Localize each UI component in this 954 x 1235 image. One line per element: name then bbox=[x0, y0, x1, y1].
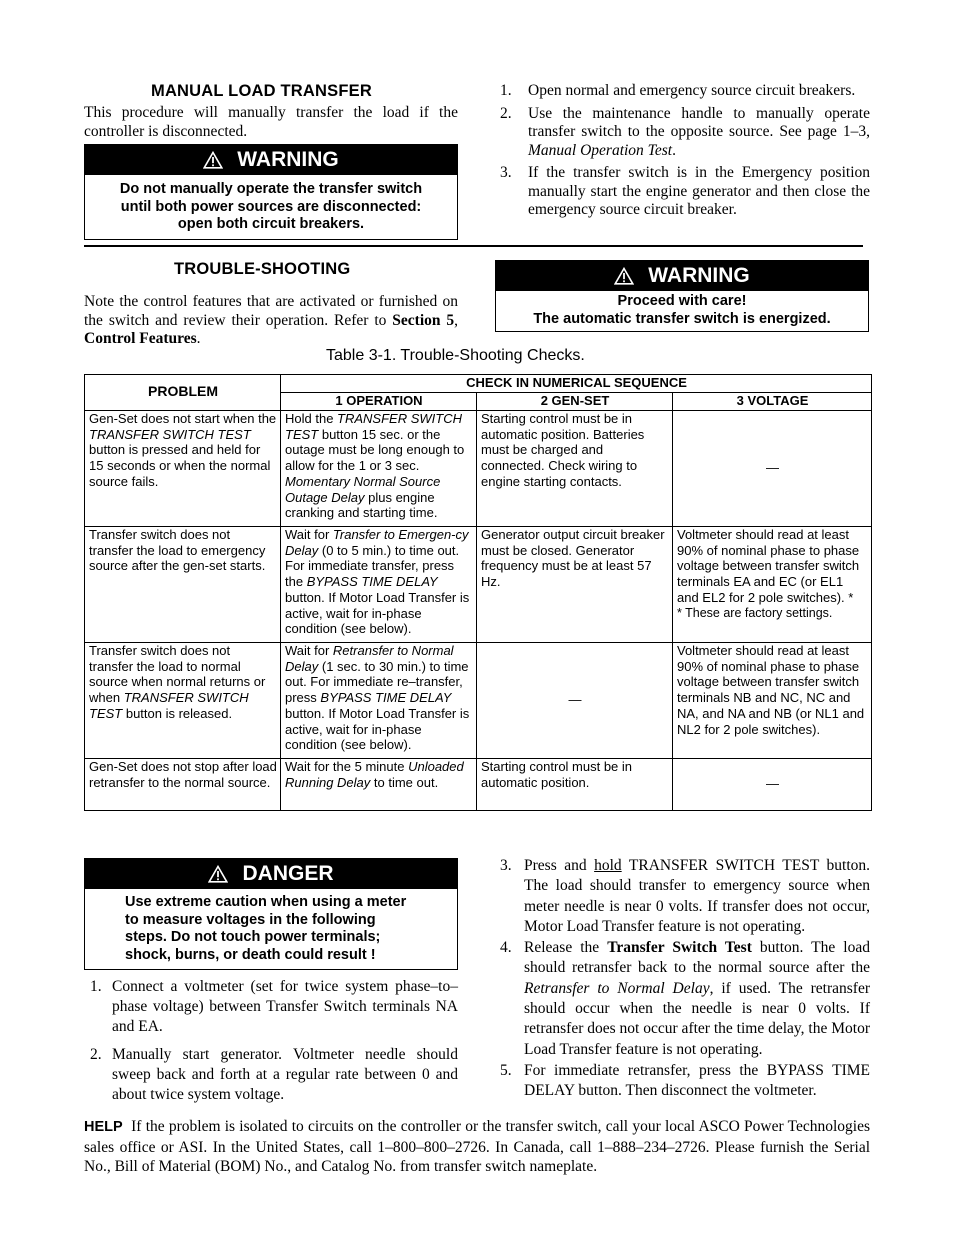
voltmeter-steps-left bbox=[90, 977, 458, 1105]
step-text: Manually start generator. Voltmeter needle should sweep back and forth at a regular rate between 0 and about twice system voltage. bbox=[112, 1046, 458, 1103]
danger-line: shock, burns, or death could result ! bbox=[125, 946, 376, 963]
cell-voltage-empty: — bbox=[673, 411, 872, 527]
manual-load-transfer-intro: This procedure will manually transfer the load if the controller is disconnected. bbox=[84, 104, 458, 140]
cell-problem: Gen-Set does not stop after load retransfer to the normal source. bbox=[85, 759, 281, 811]
list-item bbox=[500, 82, 870, 101]
step-text: For immediate retransfer, press the BYPASS TIME DELAY button. Then disconnect the voltmeter. bbox=[524, 1061, 870, 1100]
warning-line: Proceed with care! bbox=[617, 293, 747, 309]
manual-transfer-warning-box bbox=[84, 144, 458, 240]
transfer-switch-test-ref: Transfer Switch Test bbox=[607, 939, 752, 957]
hold-emphasis: hold bbox=[594, 857, 622, 874]
danger-box bbox=[84, 858, 458, 970]
intro-text: Note the control features that are activated or furnished on the switch and review their operation. Refer to bbox=[84, 293, 458, 329]
manual-operation-test-ref: Manual Operation Test bbox=[528, 141, 673, 159]
warning-line: until both power sources are disconnected: bbox=[120, 198, 422, 215]
danger-line: to measure voltages in the following bbox=[125, 911, 376, 928]
step-number: 1. bbox=[500, 82, 512, 99]
step-number: 4. bbox=[500, 939, 512, 957]
warning-title: WARNING bbox=[237, 148, 339, 171]
section-divider bbox=[84, 245, 863, 247]
table-row bbox=[85, 411, 872, 527]
help-label: HELP bbox=[84, 1119, 123, 1135]
list-item: 4. Release the Transfer Switch Test button. The load should retransfer back to the normal source after the Retransfer to Normal Delay, if used. The retransfer should occur when the needle is near 0 volts. If retransfer does not occur after the time delay, the Motor Load Transfer feature is not operating. bbox=[500, 939, 870, 1058]
table-header-row bbox=[85, 375, 872, 393]
column-header-operation: 1 OPERATION bbox=[281, 393, 477, 411]
cell-voltage-empty: — bbox=[673, 759, 872, 811]
cell-genset-empty: — bbox=[477, 643, 673, 759]
table-row bbox=[85, 643, 872, 759]
cell-operation: Wait for the 5 minute Unloaded Running Delay to time out. bbox=[281, 759, 477, 811]
step-text: Open normal and emergency source circuit breakers. bbox=[528, 82, 856, 99]
help-text: If the problem is isolated to circuits on the controller or the transfer switch, call your local ASCO Power Technologies sales office or ASI. In the United States, call 1–800–800–2726. In Canada, call 1–888–234–2726. Please furnish the Serial No., Bill of Material (BOM) No., and Catalog No. from transfer switch nameplate. bbox=[84, 1118, 871, 1175]
cell-problem: Gen-Set does not start when the TRANSFER SWITCH TEST button is pressed and held for 15 seconds or when the normal source fails. bbox=[85, 411, 281, 527]
trouble-shooting-heading: TROUBLE-SHOOTING bbox=[174, 260, 351, 278]
step-number: 3. bbox=[500, 857, 512, 874]
step-text: Connect a voltmeter (set for twice system phase–to–phase voltage) between Transfer Switch terminals NA and EA. bbox=[112, 978, 458, 1035]
intro-text: , bbox=[454, 311, 459, 329]
step-number: 5. bbox=[500, 1061, 512, 1079]
warning-title-bar bbox=[85, 145, 457, 175]
cell-genset: Starting control must be in automatic position. Batteries must be charged and connected. Check wiring to engine starting contacts. bbox=[477, 411, 673, 527]
trouble-shooting-intro bbox=[84, 293, 458, 349]
list-item bbox=[500, 164, 870, 220]
step-text: Use the maintenance handle to manually operate transfer switch to the opposite source. See page 1–3, bbox=[528, 104, 870, 140]
table-caption: Table 3-1. Trouble-Shooting Checks. bbox=[326, 347, 585, 364]
column-header-problem: PROBLEM bbox=[85, 375, 281, 411]
section-ref: Section 5 bbox=[392, 311, 455, 329]
danger-message bbox=[85, 889, 457, 964]
danger-title-bar bbox=[85, 859, 457, 889]
cell-problem: Transfer switch does not transfer the load to normal source when normal returns or when TRANSFER SWITCH TEST button is released. bbox=[85, 643, 281, 759]
manual-load-transfer-heading: MANUAL LOAD TRANSFER bbox=[151, 82, 372, 100]
warning-message bbox=[85, 175, 457, 234]
danger-line: Use extreme caution when using a meter bbox=[125, 894, 407, 910]
step-text: . bbox=[672, 141, 676, 159]
warning-message bbox=[496, 291, 868, 328]
step-number: 2. bbox=[90, 1046, 102, 1063]
trouble-shooting-table bbox=[84, 374, 872, 811]
cell-voltage: Voltmeter should read at least 90% of nominal phase to phase voltage between transfer switch terminals EA and EC (or EL1 and EL2 for 2 pole switches). * * These are factory settings. bbox=[673, 527, 872, 643]
warning-triangle-icon bbox=[203, 151, 223, 169]
warning-line: The automatic transfer switch is energized. bbox=[533, 310, 831, 327]
cell-operation: Wait for Transfer to Emergen-cy Delay (0 to 5 min.) to time out. For immediate transfer, press the BYPASS TIME DELAY button. If Motor Load Transfer is active, wait for in-phase condition (see below). bbox=[281, 527, 477, 643]
warning-title: WARNING bbox=[648, 264, 750, 287]
factory-settings-note: * These are factory settings. bbox=[677, 605, 833, 620]
cell-problem: Transfer switch does not transfer the load to emergency source after the gen-set starts. bbox=[85, 527, 281, 643]
retransfer-delay-ref: Retransfer to Normal Delay bbox=[524, 979, 710, 997]
cell-voltage: Voltmeter should read at least 90% of nominal phase to phase voltage between transfer switch terminals NB and NC, NC and NA, and NA and NB (or NL1 and NL2 for 2 pole switches). bbox=[673, 643, 872, 759]
cell-genset: Generator output circuit breaker must be closed. Generator frequency must be at least 57 Hz. bbox=[477, 527, 673, 643]
energized-warning-box bbox=[495, 260, 869, 332]
intro-text: . bbox=[196, 330, 201, 347]
column-header-genset: 2 GEN-SET bbox=[477, 393, 673, 411]
list-item bbox=[500, 105, 870, 161]
danger-triangle-icon bbox=[208, 865, 228, 883]
warning-triangle-icon bbox=[614, 267, 634, 285]
danger-title: DANGER bbox=[242, 862, 334, 885]
column-header-check-sequence: CHECK IN NUMERICAL SEQUENCE bbox=[281, 375, 872, 393]
table-row bbox=[85, 759, 872, 811]
warning-line: Do not manually operate the transfer switch bbox=[119, 181, 423, 197]
danger-line: steps. Do not touch power terminals; bbox=[125, 929, 381, 945]
control-features-ref: Control Features bbox=[84, 330, 197, 347]
manual-transfer-steps bbox=[500, 82, 870, 220]
list-item bbox=[90, 1045, 458, 1105]
list-item bbox=[90, 977, 458, 1037]
step-number: 3. bbox=[500, 164, 512, 181]
cell-genset: Starting control must be in automatic position. bbox=[477, 759, 673, 811]
help-paragraph bbox=[84, 1117, 870, 1177]
warning-line: open both circuit breakers. bbox=[177, 216, 365, 232]
cell-operation: Wait for Retransfer to Normal Delay (1 sec. to 30 min.) to time out. For immediate re–transfer, press BYPASS TIME DELAY button. If Motor Load Transfer is active, wait for in-phase condition (see below). bbox=[281, 643, 477, 759]
list-item: 3. Press and hold TRANSFER SWITCH TEST button. The load should transfer to emergency source when meter needle is near 0 volts. If transfer does not occur, Motor Load Transfer feature is not operating. bbox=[500, 857, 870, 935]
step-text: If the transfer switch is in the Emergency position manually start the engine generator and then close the emergency source circuit breaker. bbox=[528, 164, 870, 218]
list-item bbox=[500, 1061, 870, 1102]
step-number: 1. bbox=[90, 978, 102, 995]
voltmeter-steps-right bbox=[500, 856, 870, 1102]
cell-operation: Hold the TRANSFER SWITCH TEST button 15 sec. or the outage must be long enough to allow for the 1 or 3 sec. Momentary Normal Source Outage Delay plus engine cranking and starting time. bbox=[281, 411, 477, 527]
column-header-voltage: 3 VOLTAGE bbox=[673, 393, 872, 411]
table-row bbox=[85, 527, 872, 643]
step-number: 2. bbox=[500, 104, 512, 122]
warning-title-bar bbox=[496, 261, 868, 291]
